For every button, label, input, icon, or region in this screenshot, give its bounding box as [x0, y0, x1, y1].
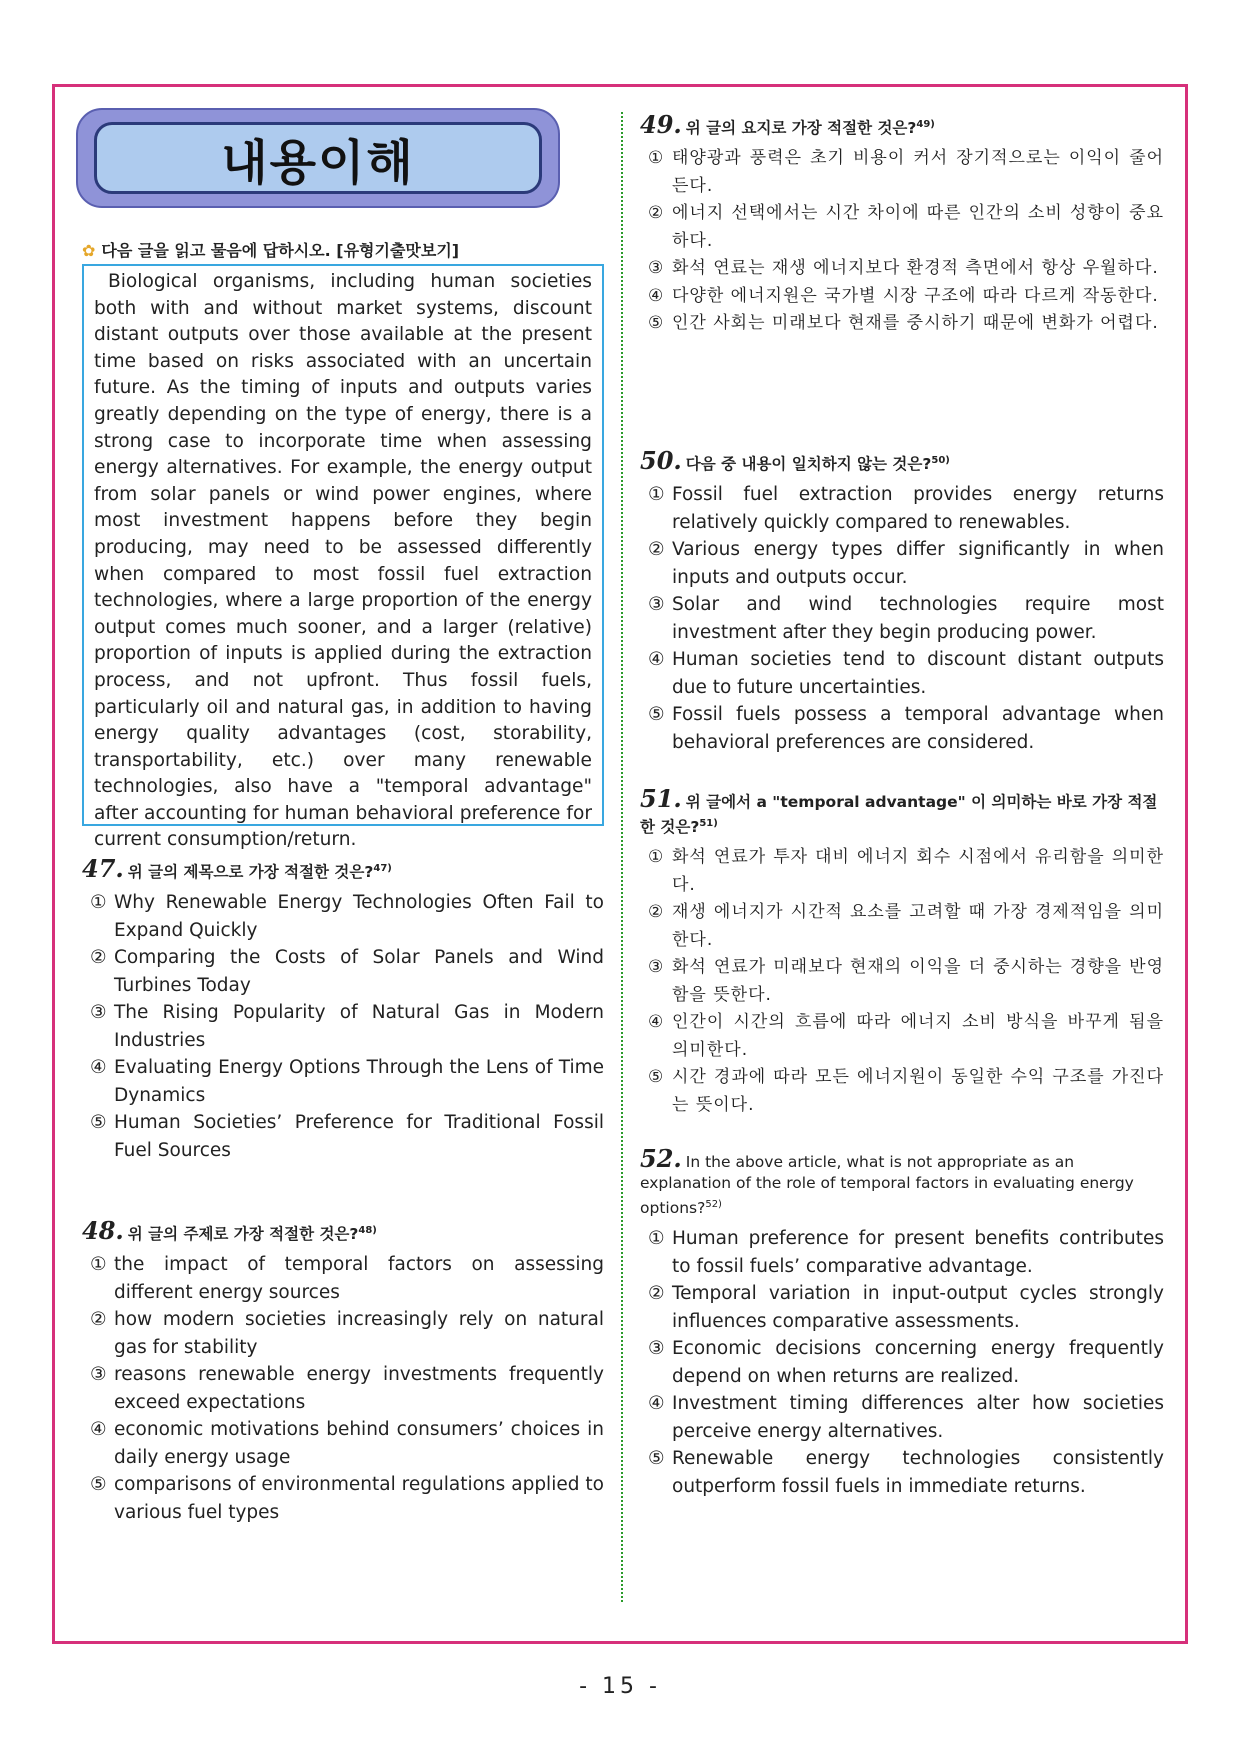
option-list: [640, 481, 1164, 756]
option-5[interactable]: [82, 1109, 604, 1164]
option-text: 다양한 에너지원은 국가별 시장 구조에 따라 다르게 작동한다.: [672, 285, 1159, 306]
section-title-box: [76, 108, 560, 208]
option-3[interactable]: [640, 255, 1164, 283]
question-header: [82, 854, 604, 884]
option-marker: ⑤: [648, 1067, 665, 1088]
question-48: [82, 1216, 604, 1526]
option-4[interactable]: [640, 646, 1164, 701]
question-text: In the above article, what is not appropriate as an explanation of the role of temporal factors in evaluating energy options?: [640, 1153, 1134, 1218]
footnote-ref: 50): [931, 455, 950, 466]
option-marker: ①: [648, 847, 665, 868]
option-list: [82, 889, 604, 1164]
option-1[interactable]: [640, 844, 1164, 899]
question-text: 위 글의 제목으로 가장 적절한 것은?: [127, 863, 374, 882]
question-50: [640, 446, 1164, 756]
option-4[interactable]: [82, 1416, 604, 1471]
option-list: [640, 145, 1164, 338]
option-text: 시간 경과에 따라 모든 에너지원이 동일한 수익 구조를 가진다는 뜻이다.: [672, 1067, 1164, 1115]
option-2[interactable]: [640, 1280, 1164, 1335]
section-title: 내용이해: [221, 134, 415, 191]
option-3[interactable]: [640, 954, 1164, 1009]
option-marker: ⑤: [648, 313, 665, 334]
option-marker: ③: [648, 957, 665, 978]
question-number: 47.: [82, 854, 124, 884]
question-header: [640, 1144, 1164, 1219]
option-1[interactable]: [640, 1225, 1164, 1280]
option-marker: ⑤: [90, 1474, 107, 1496]
option-text: economic motivations behind consumers’ choices in daily energy usage: [114, 1419, 604, 1468]
option-5[interactable]: [640, 1064, 1164, 1119]
option-marker: ④: [648, 1012, 665, 1033]
option-1[interactable]: [82, 889, 604, 944]
option-text: Human Societies’ Preference for Traditional Fossil Fuel Sources: [114, 1112, 604, 1161]
question-text: 다음 중 내용이 일치하지 않는 것은?: [685, 455, 932, 474]
option-text: Fossil fuels possess a temporal advantage when behavioral preferences are considered.: [672, 704, 1164, 753]
option-5[interactable]: [640, 1445, 1164, 1500]
option-4[interactable]: [640, 1390, 1164, 1445]
question-number: 49.: [640, 110, 682, 140]
option-3[interactable]: [640, 591, 1164, 646]
option-1[interactable]: [640, 481, 1164, 536]
footnote-ref: 51): [699, 818, 718, 829]
question-header: [640, 784, 1164, 838]
option-2[interactable]: [640, 536, 1164, 591]
option-4[interactable]: [82, 1054, 604, 1109]
option-list: [82, 1251, 604, 1526]
option-2[interactable]: [82, 944, 604, 999]
instruction-text: 다음 글을 읽고 물음에 답하시오. [유형기출맛보기]: [101, 241, 460, 260]
option-marker: ②: [648, 203, 665, 224]
question-number: 50.: [640, 446, 682, 476]
option-text: 재생 에너지가 시간적 요소를 고려할 때 가장 경제적임을 의미한다.: [672, 902, 1164, 950]
question-number: 52.: [640, 1144, 682, 1173]
option-text: Investment timing differences alter how societies perceive energy alternatives.: [672, 1393, 1164, 1442]
option-text: Renewable energy technologies consistently outperform fossil fuels in immediate returns.: [672, 1448, 1164, 1497]
option-text: the impact of temporal factors on assessing different energy sources: [114, 1254, 604, 1303]
question-text: 위 글의 주제로 가장 적절한 것은?: [127, 1225, 359, 1244]
option-text: 인간 사회는 미래보다 현재를 중시하기 때문에 변화가 어렵다.: [672, 313, 1159, 334]
option-text: Various energy types differ significantly in when inputs and outputs occur.: [672, 539, 1164, 588]
option-4[interactable]: [640, 283, 1164, 311]
option-text: 에너지 선택에서는 시간 차이에 따른 인간의 소비 성향이 중요하다.: [672, 203, 1164, 251]
option-marker: ③: [648, 258, 665, 279]
flower-icon: ✿: [82, 241, 96, 260]
question-51: [640, 784, 1164, 1119]
option-list: [640, 844, 1164, 1119]
option-4[interactable]: [640, 1009, 1164, 1064]
option-1[interactable]: [640, 145, 1164, 200]
option-2[interactable]: [640, 899, 1164, 954]
option-marker: ②: [90, 947, 107, 969]
option-marker: ①: [648, 148, 665, 169]
option-list: [640, 1225, 1164, 1500]
instruction: [82, 238, 459, 261]
question-text: 위 글에서 a "temporal advantage" 이 의미하는 바로 가장 적절한 것은?: [640, 793, 1158, 837]
question-header: [82, 1216, 604, 1246]
option-marker: ①: [648, 484, 665, 506]
option-marker: ③: [90, 1002, 107, 1024]
option-text: Temporal variation in input-output cycles strongly influences comparative assessments.: [672, 1283, 1164, 1332]
option-marker: ④: [648, 649, 665, 671]
option-5[interactable]: [640, 310, 1164, 338]
question-number: 48.: [82, 1216, 124, 1246]
option-text: how modern societies increasingly rely on natural gas for stability: [114, 1309, 604, 1358]
option-text: Comparing the Costs of Solar Panels and Wind Turbines Today: [114, 947, 604, 996]
question-header: [640, 110, 1164, 140]
option-marker: ④: [90, 1419, 107, 1441]
option-text: Economic decisions concerning energy frequently depend on when returns are realized.: [672, 1338, 1164, 1387]
option-marker: ⑤: [648, 704, 665, 726]
option-text: 화석 연료가 투자 대비 에너지 회수 시점에서 유리함을 의미한다.: [672, 847, 1164, 895]
option-marker: ④: [648, 285, 665, 306]
question-49: [640, 110, 1164, 338]
option-3[interactable]: [640, 1335, 1164, 1390]
option-2[interactable]: [82, 1306, 604, 1361]
option-text: Why Renewable Energy Technologies Often Fail to Expand Quickly: [114, 892, 604, 941]
option-text: reasons renewable energy investments frequently exceed expectations: [114, 1364, 604, 1413]
option-text: 인간이 시간의 흐름에 따라 에너지 소비 방식을 바꾸게 됨을 의미한다.: [672, 1012, 1164, 1060]
footnote-ref: 48): [358, 1225, 377, 1236]
section-title-inner: [94, 122, 542, 194]
option-marker: ①: [648, 1228, 665, 1250]
option-marker: ②: [648, 902, 665, 923]
question-text: 위 글의 요지로 가장 적절한 것은?: [685, 119, 917, 138]
option-5[interactable]: [640, 701, 1164, 756]
option-text: 태양광과 풍력은 초기 비용이 커서 장기적으로는 이익이 줄어든다.: [672, 148, 1164, 196]
option-text: Human societies tend to discount distant outputs due to future uncertainties.: [672, 649, 1164, 698]
option-marker: ⑤: [648, 1448, 665, 1470]
option-text: Solar and wind technologies require most investment after they begin producing power.: [672, 594, 1164, 643]
option-text: Evaluating Energy Options Through the Lens of Time Dynamics: [114, 1057, 604, 1106]
question-47: [82, 854, 604, 1164]
option-marker: ③: [648, 1338, 665, 1360]
option-marker: ①: [90, 1254, 107, 1276]
option-text: 화석 연료가 미래보다 현재의 이익을 더 중시하는 경향을 반영함을 뜻한다.: [672, 957, 1164, 1005]
question-header: [640, 446, 1164, 476]
page-number: - 15 -: [579, 1674, 661, 1699]
option-text: Fossil fuel extraction provides energy returns relatively quickly compared to renewables.: [672, 484, 1164, 533]
option-text: 화석 연료는 재생 에너지보다 환경적 측면에서 항상 우월하다.: [672, 258, 1159, 279]
question-number: 51.: [640, 784, 682, 813]
option-marker: ⑤: [90, 1112, 107, 1134]
option-marker: ③: [648, 594, 665, 616]
option-marker: ②: [648, 1283, 665, 1305]
option-text: Human preference for present benefits contributes to fossil fuels’ comparative advantage.: [672, 1228, 1164, 1277]
reading-passage: [82, 264, 604, 851]
option-3[interactable]: [82, 1361, 604, 1416]
footnote-ref: 49): [916, 119, 935, 130]
option-3[interactable]: [82, 999, 604, 1054]
option-marker: ②: [648, 539, 665, 561]
option-marker: ①: [90, 892, 107, 914]
footnote-ref: 52): [705, 1199, 722, 1210]
column-divider: [621, 112, 623, 1602]
option-text: The Rising Popularity of Natural Gas in Modern Industries: [114, 1002, 604, 1051]
option-marker: ④: [648, 1393, 665, 1415]
option-2[interactable]: [640, 200, 1164, 255]
option-5[interactable]: [82, 1471, 604, 1526]
option-1[interactable]: [82, 1251, 604, 1306]
question-52: [640, 1144, 1164, 1500]
passage-text: Biological organisms, including human societies both with and without market systems, discount distant outputs over those available at the present time based on risks associated with an uncertain future. As the timing of inputs and outputs varies greatly depending on the type of energy, there is a strong case to incorporate time when assessing energy alternatives. For example, the energy output from solar panels or wind power engines, where most investment happens before they begin producing, may need to be assessed differently when compared to most fossil fuel extraction technologies, where a large proportion of the energy output comes much sooner, and a larger (relative) proportion of inputs is applied during the extraction process, and not upfront. Thus fossil fuels, particularly oil and natural gas, in addition to having energy quality advantages (cost, storability, transportability, etc.) over many renewable technologies, also have a "temporal advantage" after accounting for human behavioral preference for current consumption/return.: [94, 271, 592, 851]
option-marker: ③: [90, 1364, 107, 1386]
footnote-ref: 47): [373, 863, 392, 874]
option-marker: ②: [90, 1309, 107, 1331]
option-text: comparisons of environmental regulations applied to various fuel types: [114, 1474, 604, 1523]
option-marker: ④: [90, 1057, 107, 1079]
